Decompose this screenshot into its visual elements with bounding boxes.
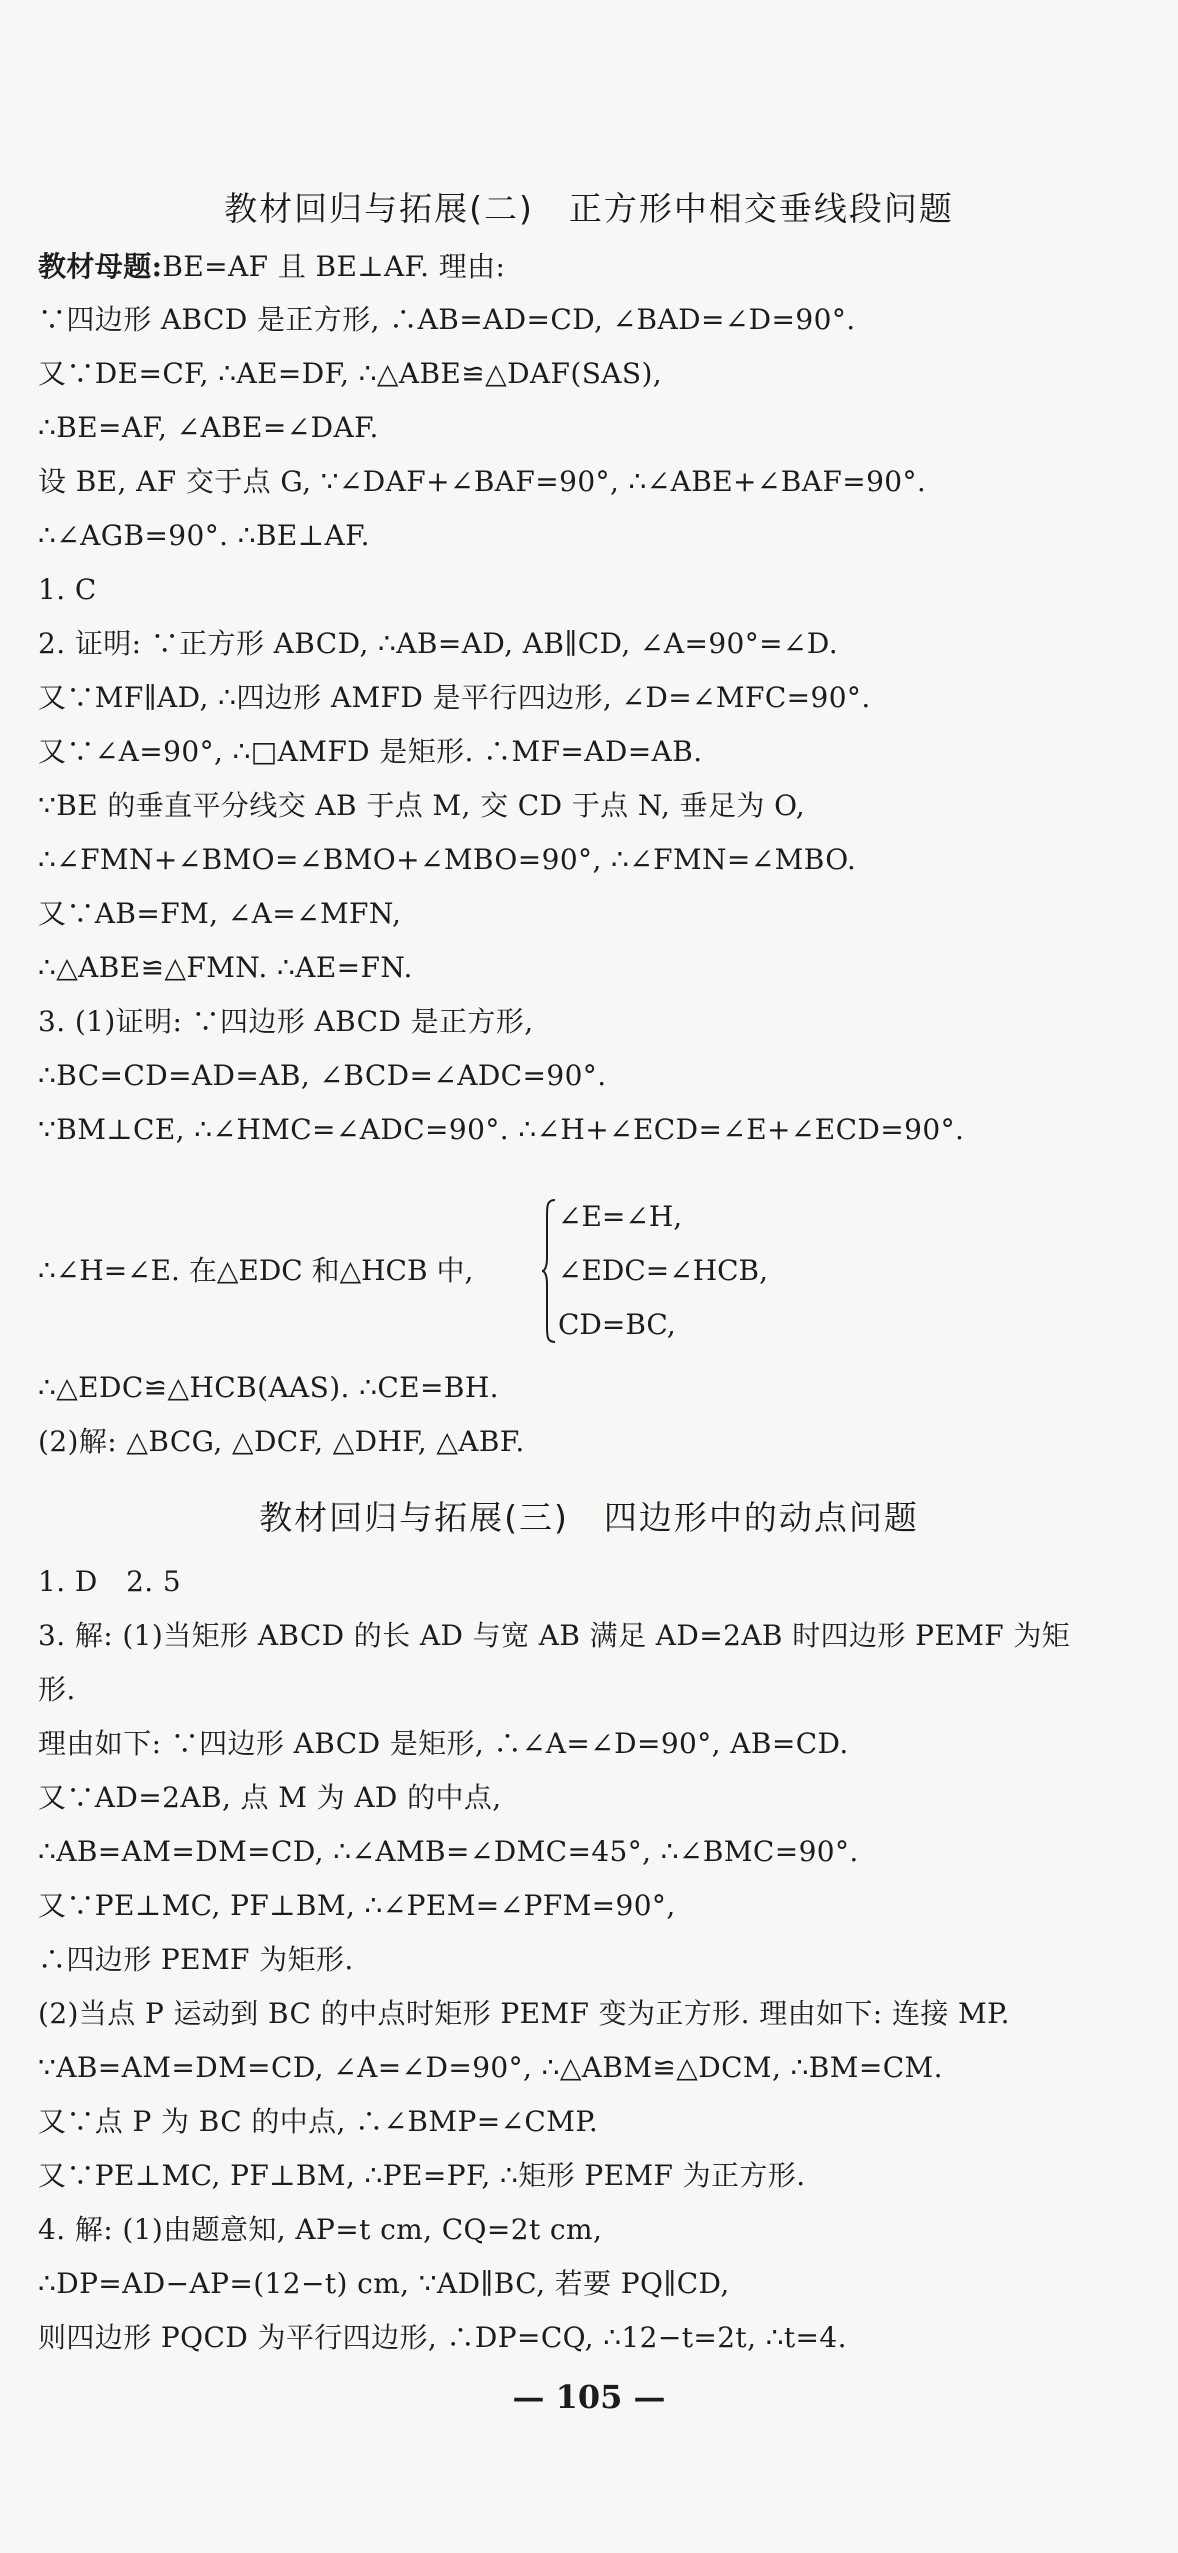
solution-line: ∴∠AGB=90°. ∴BE⊥AF. [38, 519, 370, 552]
solution-line: ∵BM⊥CE, ∴∠HMC=∠ADC=90°. ∴∠H+∠ECD=∠E+∠ECD=90°. [38, 1113, 965, 1146]
solution-line: 又∵DE=CF, ∴AE=DF, ∴△ABE≌△DAF(SAS), [38, 357, 663, 390]
solution-line: ∴AB=AM=DM=CD, ∴∠AMB=∠DMC=45°, ∴∠BMC=90°. [38, 1835, 859, 1868]
solution-line: ∴BE=AF, ∠ABE=∠DAF. [38, 411, 379, 444]
solution-line: (2)解: △BCG, △DCF, △DHF, △ABF. [38, 1425, 525, 1458]
solution-line: 3. 解: (1)当矩形 ABCD 的长 AD 与宽 AB 满足 AD=2AB 时四边形 PEMF 为矩 [38, 1619, 1071, 1652]
solution-line: 则四边形 PQCD 为平行四边形, ∴DP=CQ, ∴12−t=2t, ∴t=4. [38, 2321, 847, 2354]
source-problem-text: BE=AF 且 BE⊥AF. 理由: [162, 250, 506, 283]
solution-line: 3. (1)证明: ∵四边形 ABCD 是正方形, [38, 1005, 534, 1038]
answer-1-2: 1. D 2. 5 [38, 1565, 182, 1598]
solution-line: (2)当点 P 运动到 BC 的中点时矩形 PEMF 变为正方形. 理由如下: 连接 MP. [38, 1997, 1010, 2030]
solution-line: 又∵AD=2AB, 点 M 为 AD 的中点, [38, 1781, 502, 1814]
solution-line: 又∵MF∥AD, ∴四边形 AMFD 是平行四边形, ∠D=∠MFC=90°. [38, 681, 871, 714]
solution-line: 又∵PE⊥MC, PF⊥BM, ∴∠PEM=∠PFM=90°, [38, 1889, 676, 1922]
solution-line: 又∵∠A=90°, ∴□AMFD 是矩形. ∴MF=AD=AB. [38, 735, 703, 768]
solution-line: 又∵AB=FM, ∠A=∠MFN, [38, 897, 402, 930]
solution-line: 又∵PE⊥MC, PF⊥BM, ∴PE=PF, ∴矩形 PEMF 为正方形. [38, 2159, 806, 2192]
brace-condition-row: CD=BC, [558, 1308, 676, 1341]
solution-line: ∴△EDC≌△HCB(AAS). ∴CE=BH. [38, 1371, 499, 1404]
answer-1: 1. C [38, 573, 97, 606]
solution-line: ∴DP=AD−AP=(12−t) cm, ∵AD∥BC, 若要 PQ∥CD, [38, 2267, 730, 2300]
solution-line: 2. 证明: ∵正方形 ABCD, ∴AB=AD, AB∥CD, ∠A=90°=∠D. [38, 627, 839, 660]
solution-line: ∴BC=CD=AD=AB, ∠BCD=∠ADC=90°. [38, 1059, 607, 1092]
brace-condition-row: ∠EDC=∠HCB, [558, 1254, 769, 1287]
solution-line: 理由如下: ∵四边形 ABCD 是矩形, ∴∠A=∠D=90°, AB=CD. [38, 1727, 849, 1760]
solution-line: ∵AB=AM=DM=CD, ∠A=∠D=90°, ∴△ABM≌△DCM, ∴BM=CM. [38, 2051, 943, 2084]
source-problem-label: 教材母题: [38, 250, 163, 283]
solution-line: ∴∠FMN+∠BMO=∠BMO+∠MBO=90°, ∴∠FMN=∠MBO. [38, 843, 857, 876]
page-number: — 105 — [512, 2378, 666, 2416]
solution-line: 设 BE, AF 交于点 G, ∵∠DAF+∠BAF=90°, ∴∠ABE+∠BAF=90°. [38, 465, 927, 498]
solution-line: ∴△ABE≌△FMN. ∴AE=FN. [38, 951, 413, 984]
source-problem-line [38, 250, 505, 284]
solution-line: ∵四边形 ABCD 是正方形, ∴AB=AD=CD, ∠BAD=∠D=90°. [38, 303, 856, 336]
brace-lead-text: ∴∠H=∠E. 在△EDC 和△HCB 中, [38, 1254, 474, 1287]
left-brace-icon [541, 1198, 557, 1344]
section-heading-3: 教材回归与拓展(三) 四边形中的动点问题 [259, 1498, 919, 1537]
brace-condition-row: ∠E=∠H, [558, 1200, 683, 1233]
section-heading-2: 教材回归与拓展(二) 正方形中相交垂线段问题 [224, 189, 954, 228]
solution-line: ∵BE 的垂直平分线交 AB 于点 M, 交 CD 于点 N, 垂足为 O, [38, 789, 806, 822]
solution-line: 形. [38, 1673, 76, 1706]
solution-line: ∴四边形 PEMF 为矩形. [38, 1943, 354, 1976]
solution-line: 又∵点 P 为 BC 的中点, ∴∠BMP=∠CMP. [38, 2105, 599, 2138]
solution-line: 4. 解: (1)由题意知, AP=t cm, CQ=2t cm, [38, 2213, 603, 2246]
